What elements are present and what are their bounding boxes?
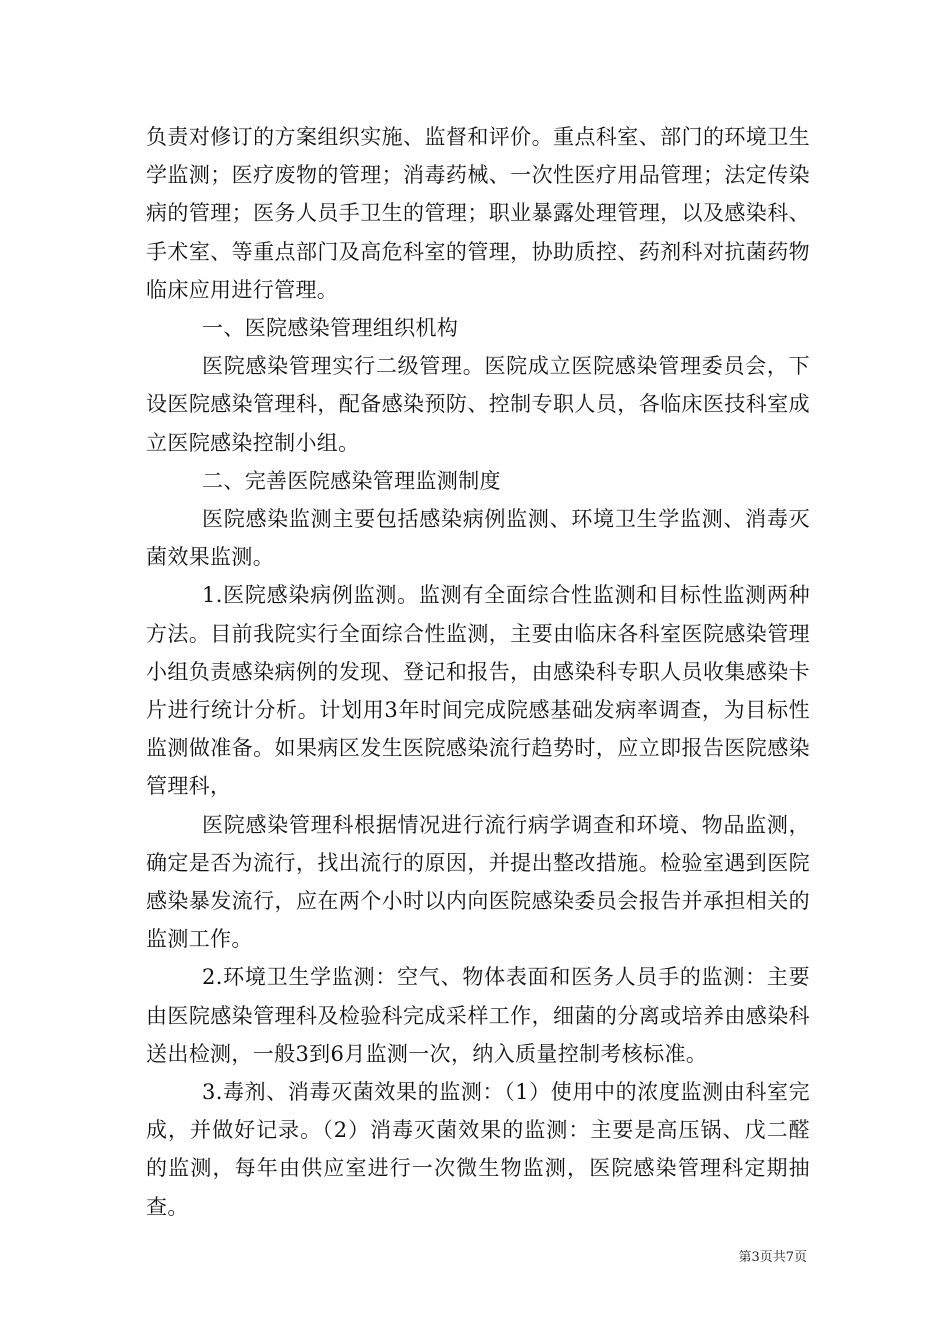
section-heading-1: 一、医院感染管理组织机构 <box>202 316 459 341</box>
section-heading-2: 二、完善医院感染管理监测制度 <box>202 468 501 493</box>
paragraph-disinfection-monitoring: 3.毒剂、消毒灭菌效果的监测：（1）使用中的浓度监测由科室完成，并做好记录。（2）消毒灭菌效果的监测：主要是高压锅、戊二醛的监测，每年由供应室进行一次微生物监测，医院感染管理科定期抽查。 <box>146 1080 810 1219</box>
document-body <box>146 118 810 1226</box>
paragraph-monitoring-overview: 医院感染监测主要包括感染病例监测、环境卫生学监测、消毒灭菌效果监测。 <box>146 507 810 570</box>
page-number: 第3页共7页 <box>738 1250 807 1265</box>
paragraph-outbreak-response: 医院感染管理科根据情况进行流行病学调查和环境、物品监测，确定是否为流行，找出流行的原因，并提出整改措施。检验室遇到医院感染暴发流行，应在两个小时以内向医院感染委员会报告并承担相关的监测工作。 <box>146 812 810 952</box>
paragraph-environment-monitoring: 2.环境卫生学监测：空气、物体表面和医务人员手的监测：主要由医院感染管理科及检验科完成采样工作，细菌的分离或培养由感染科送出检测，一般3到6月监测一次，纳入质量控制考核标准。 <box>146 965 810 1066</box>
paragraph-continuation: 负责对修订的方案组织实施、监督和评价。重点科室、部门的环境卫生学监测；医疗废物的管理；消毒药械、一次性医疗用品管理；法定传染病的管理；医务人员手卫生的管理；职业暴露处理管理，以及感染科、手术室、等重点部门及高危科室的管理，协助质控、药剂科对抗菌药物临床应用进行管理。 <box>146 125 810 302</box>
paragraph-case-monitoring: 1.医院感染病例监测。监测有全面综合性监测和目标性监测两种方法。目前我院实行全面综合性监测，主要由临床各科室医院感染管理小组负责感染病例的发现、登记和报告，由感染科专职人员收集感染卡片进行统计分析。计划用3年时间完成院感基础发病率调查，为目标性监测做准备。如果病区发生医院感染流行趋势时，应立即报告医院感染管理科， <box>146 583 810 799</box>
paragraph-organization: 医院感染管理实行二级管理。医院成立医院感染管理委员会，下设医院感染管理科，配备感染预防、控制专职人员，各临床医技科室成立医院感染控制小组。 <box>146 354 810 455</box>
